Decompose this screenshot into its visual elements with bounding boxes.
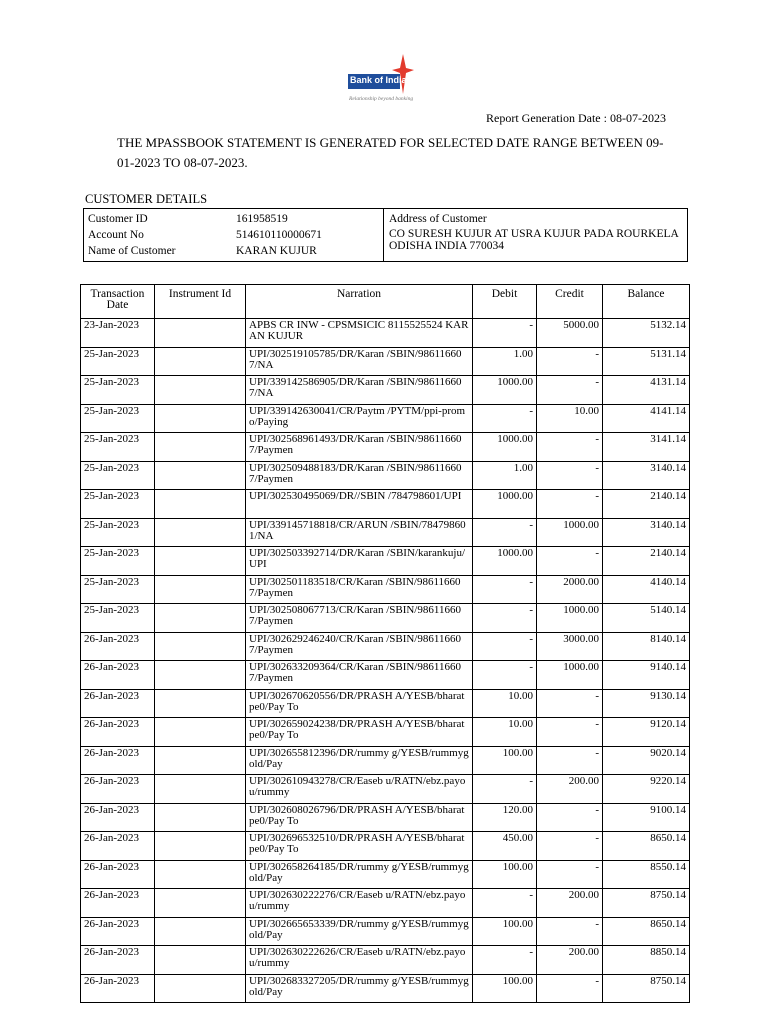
cell-credit: - [537,461,603,490]
cell-instrument-id [155,775,246,804]
cell-balance: 9130.14 [603,689,690,718]
cell-debit: 1.00 [473,347,537,376]
header-transaction-date: Transaction Date [81,285,155,319]
cell-instrument-id [155,746,246,775]
cell-narration: UPI/302658264185/DR/rummy g/YESB/rummygold/Pay [246,860,473,889]
cell-narration: UPI/302633209364/CR/Karan /SBIN/986116607/Paymen [246,661,473,690]
cell-balance: 8650.14 [603,917,690,946]
cell-narration: UPI/302670620556/DR/PRASH A/YESB/bharatpe0/Pay To [246,689,473,718]
cell-debit: - [473,319,537,348]
cell-debit: - [473,946,537,975]
table-row [81,547,690,576]
cell-date: 26-Jan-2023 [81,946,155,975]
cell-narration: UPI/302659024238/DR/PRASH A/YESB/bharatpe0/Pay To [246,718,473,747]
cell-debit: 10.00 [473,689,537,718]
cell-narration: APBS CR INW - CPSMSICIC 8115525524 KARAN KUJUR [246,319,473,348]
cell-debit: - [473,404,537,433]
cell-balance: 9020.14 [603,746,690,775]
cell-debit: 1000.00 [473,490,537,519]
cell-narration: UPI/302655812396/DR/rummy g/YESB/rummygold/Pay [246,746,473,775]
cell-balance: 8750.14 [603,974,690,1003]
address-value: CO SURESH KUJUR AT USRA KUJUR PADA ROURKELA ODISHA INDIA 770034 [389,228,679,252]
cell-narration: UPI/339145718818/CR/ARUN /SBIN/784798601/NA [246,518,473,547]
cell-narration: UPI/302610943278/CR/Easeb u/RATN/ebz.payou/rummy [246,775,473,804]
cell-instrument-id [155,461,246,490]
cell-instrument-id [155,604,246,633]
cell-debit: 120.00 [473,803,537,832]
cell-instrument-id [155,319,246,348]
cell-instrument-id [155,661,246,690]
cell-credit: 2000.00 [537,575,603,604]
cell-balance: 8140.14 [603,632,690,661]
table-row [81,946,690,975]
cell-narration: UPI/302696532510/DR/PRASH A/YESB/bharatpe0/Pay To [246,832,473,861]
customer-name-label: Name of Customer [88,245,176,257]
cell-balance: 8550.14 [603,860,690,889]
cell-date: 26-Jan-2023 [81,803,155,832]
cell-date: 26-Jan-2023 [81,860,155,889]
cell-narration: UPI/302665653339/DR/rummy g/YESB/rummygold/Pay [246,917,473,946]
cell-narration: UPI/339142586905/DR/Karan /SBIN/986116607/NA [246,376,473,405]
cell-debit: 1000.00 [473,547,537,576]
cell-balance: 8850.14 [603,946,690,975]
cell-debit: - [473,632,537,661]
table-row [81,718,690,747]
address-label: Address of Customer [389,213,487,225]
cell-instrument-id [155,547,246,576]
cell-date: 26-Jan-2023 [81,632,155,661]
cell-credit: - [537,376,603,405]
cell-credit: 1000.00 [537,661,603,690]
table-row [81,490,690,519]
table-row [81,746,690,775]
customer-id-label: Customer ID [88,213,148,225]
cell-credit: - [537,689,603,718]
cell-date: 25-Jan-2023 [81,376,155,405]
cell-narration: UPI/302683327205/DR/rummy g/YESB/rummygold/Pay [246,974,473,1003]
table-row [81,433,690,462]
cell-credit: 5000.00 [537,319,603,348]
cell-instrument-id [155,832,246,861]
cell-credit: 1000.00 [537,604,603,633]
cell-credit: - [537,433,603,462]
cell-date: 23-Jan-2023 [81,319,155,348]
cell-date: 25-Jan-2023 [81,547,155,576]
cell-balance: 2140.14 [603,547,690,576]
cell-instrument-id [155,404,246,433]
header-instrument-id: Instrument Id [155,285,246,319]
cell-instrument-id [155,917,246,946]
cell-credit: - [537,746,603,775]
table-row [81,575,690,604]
cell-instrument-id [155,718,246,747]
header-credit: Credit [537,285,603,319]
cell-credit: 200.00 [537,775,603,804]
table-row [81,604,690,633]
cell-date: 26-Jan-2023 [81,689,155,718]
customer-details-box [83,208,688,262]
customer-details-title: CUSTOMER DETAILS [85,192,208,206]
cell-date: 25-Jan-2023 [81,518,155,547]
table-row [81,832,690,861]
cell-credit: - [537,917,603,946]
table-header-row [81,285,690,319]
table-row [81,518,690,547]
cell-debit: 1000.00 [473,376,537,405]
table-row [81,461,690,490]
cell-debit: 100.00 [473,974,537,1003]
cell-balance: 8750.14 [603,889,690,918]
cell-date: 25-Jan-2023 [81,404,155,433]
cell-narration: UPI/302608026796/DR/PRASH A/YESB/bharatpe0/Pay To [246,803,473,832]
customer-id-value: 161958519 [236,213,288,225]
table-row [81,974,690,1003]
table-row [81,319,690,348]
cell-instrument-id [155,632,246,661]
divider [383,209,384,261]
cell-narration: UPI/302530495069/DR//SBIN /784798601/UPI [246,490,473,519]
cell-date: 25-Jan-2023 [81,604,155,633]
cell-date: 26-Jan-2023 [81,661,155,690]
cell-date: 26-Jan-2023 [81,718,155,747]
cell-balance: 9120.14 [603,718,690,747]
cell-debit: 100.00 [473,746,537,775]
cell-instrument-id [155,376,246,405]
cell-credit: - [537,860,603,889]
cell-instrument-id [155,575,246,604]
account-no-value: 514610110000671 [236,229,322,241]
cell-debit: 100.00 [473,917,537,946]
cell-debit: 10.00 [473,718,537,747]
cell-credit: - [537,803,603,832]
table-row [81,775,690,804]
cell-instrument-id [155,946,246,975]
bank-tagline: Relationship beyond banking [349,96,414,102]
cell-debit: - [473,518,537,547]
table-row [81,889,690,918]
cell-debit: 450.00 [473,832,537,861]
cell-credit: - [537,347,603,376]
account-no-label: Account No [88,229,144,241]
cell-date: 26-Jan-2023 [81,917,155,946]
cell-balance: 3140.14 [603,518,690,547]
cell-narration: UPI/302519105785/DR/Karan /SBIN/986116607/NA [246,347,473,376]
cell-instrument-id [155,518,246,547]
table-row [81,917,690,946]
table-row [81,632,690,661]
table-row [81,376,690,405]
table-row [81,404,690,433]
cell-balance: 3141.14 [603,433,690,462]
table-row [81,347,690,376]
cell-balance: 8650.14 [603,832,690,861]
cell-credit: 1000.00 [537,518,603,547]
cell-debit: - [473,575,537,604]
cell-narration: UPI/302568961493/DR/Karan /SBIN/986116607/Paymen [246,433,473,462]
cell-date: 25-Jan-2023 [81,461,155,490]
cell-debit: 100.00 [473,860,537,889]
cell-date: 26-Jan-2023 [81,832,155,861]
cell-narration: UPI/302629246240/CR/Karan /SBIN/986116607/Paymen [246,632,473,661]
customer-name-value: KARAN KUJUR [236,245,317,257]
cell-instrument-id [155,689,246,718]
cell-instrument-id [155,860,246,889]
report-generation-date: Report Generation Date : 08-07-2023 [486,111,666,125]
cell-credit: 10.00 [537,404,603,433]
header-debit: Debit [473,285,537,319]
bank-name: Bank of India [350,75,407,85]
cell-instrument-id [155,490,246,519]
cell-credit: - [537,974,603,1003]
cell-credit: 200.00 [537,946,603,975]
cell-balance: 4131.14 [603,376,690,405]
cell-balance: 5132.14 [603,319,690,348]
cell-date: 25-Jan-2023 [81,490,155,519]
cell-date: 26-Jan-2023 [81,974,155,1003]
cell-credit: 200.00 [537,889,603,918]
cell-narration: UPI/302630222276/CR/Easeb u/RATN/ebz.payou/rummy [246,889,473,918]
transactions-table [80,284,690,1003]
cell-debit: - [473,661,537,690]
cell-instrument-id [155,889,246,918]
cell-credit: - [537,832,603,861]
cell-balance: 3140.14 [603,461,690,490]
cell-date: 26-Jan-2023 [81,889,155,918]
cell-narration: UPI/302508067713/CR/Karan /SBIN/986116607/Paymen [246,604,473,633]
cell-date: 25-Jan-2023 [81,575,155,604]
cell-debit: - [473,604,537,633]
table-row [81,803,690,832]
cell-balance: 2140.14 [603,490,690,519]
transactions-body [81,319,690,1003]
cell-credit: 3000.00 [537,632,603,661]
cell-balance: 9220.14 [603,775,690,804]
cell-date: 26-Jan-2023 [81,746,155,775]
cell-instrument-id [155,974,246,1003]
cell-balance: 4140.14 [603,575,690,604]
cell-balance: 5131.14 [603,347,690,376]
cell-debit: - [473,775,537,804]
cell-debit: 1000.00 [473,433,537,462]
bank-logo [346,52,414,110]
cell-narration: UPI/302630222626/CR/Easeb u/RATN/ebz.payou/rummy [246,946,473,975]
cell-date: 25-Jan-2023 [81,433,155,462]
cell-credit: - [537,547,603,576]
header-balance: Balance [603,285,690,319]
cell-narration: UPI/339142630041/CR/Paytm /PYTM/ppi-promo/Paying [246,404,473,433]
cell-balance: 5140.14 [603,604,690,633]
statement-text: THE MPASSBOOK STATEMENT IS GENERATED FOR SELECTED DATE RANGE BETWEEN 09-01-2023 TO 08-07-2023. [117,135,664,170]
cell-narration: UPI/302501183518/CR/Karan /SBIN/986116607/Paymen [246,575,473,604]
cell-date: 26-Jan-2023 [81,775,155,804]
cell-narration: UPI/302503392714/DR/Karan /SBIN/karankuju/UPI [246,547,473,576]
cell-date: 25-Jan-2023 [81,347,155,376]
table-row [81,860,690,889]
table-row [81,689,690,718]
table-row [81,661,690,690]
cell-balance: 9140.14 [603,661,690,690]
cell-credit: - [537,490,603,519]
cell-instrument-id [155,347,246,376]
header-narration: Narration [246,285,473,319]
cell-balance: 4141.14 [603,404,690,433]
cell-debit: - [473,889,537,918]
cell-instrument-id [155,803,246,832]
cell-credit: - [537,718,603,747]
cell-instrument-id [155,433,246,462]
cell-balance: 9100.14 [603,803,690,832]
cell-debit: 1.00 [473,461,537,490]
cell-narration: UPI/302509488183/DR/Karan /SBIN/986116607/Paymen [246,461,473,490]
